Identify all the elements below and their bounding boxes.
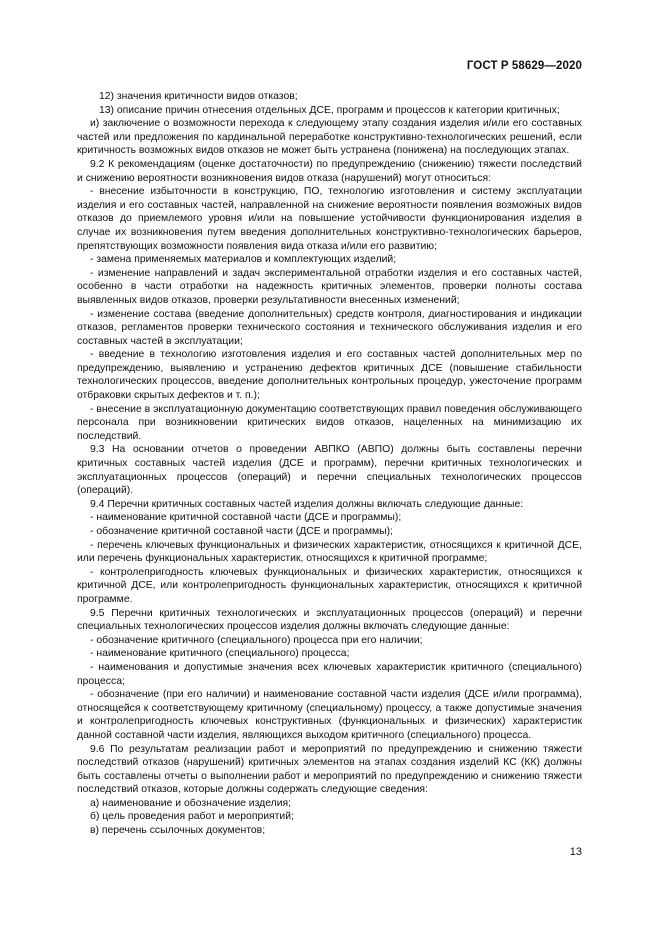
list-item: в) перечень ссылочных документов; [90, 825, 266, 837]
list-item: - обозначение критичного (специального) процесса при его наличии; [90, 634, 423, 646]
list-item: - изменение состава (введение дополнительных) средств контроля, диагностирования и индикации отказов, регламентов проверки технического состояния и технического обслуживания изделия и его составных частей в эксплуатации; [77, 308, 582, 347]
list-item: - контролепригодность ключевых функциональных и физических характеристик, относящихся к критичной ДСЕ, или контролепригодность функциональных характеристик, относящихся к критичной программе. [77, 566, 582, 605]
paragraph-9-6: 9.6 По результатам реализации работ и мероприятий по предупреждению и снижению тяжести последствий отказов (нарушений) критичных элементов на этапах создания изделий КС (КК) должны быть составлены отчеты о выполнении работ и мероприятий по предупреждению и снижению тяжести последствий отказов, которые должны содержать следующие сведения: [77, 743, 582, 796]
list-item: б) цель проведения работ и мероприятий; [90, 811, 294, 823]
paragraph-9-4: 9.4 Перечни критичных составных частей изделия должны включать следующие данные: [90, 498, 524, 510]
list-item: - перечень ключевых функциональных и физических характеристик, относящихся к критичной ДСЕ, или перечень функциональных характеристик, относящихся к критичной программе; [77, 539, 582, 565]
list-item: и) заключение о возможности перехода к следующему этапу создания изделия и/или его составных частей или предложения по кардинальной переработке конструктивно-технологических решений, если критичность возможных видов отказов не может быть устранена (понижена) на последующих этапах. [77, 118, 582, 157]
list-item: - замена применяемых материалов и комплектующих изделий; [90, 254, 397, 266]
document-code-header: ГОСТ Р 58629—2020 [466, 60, 582, 72]
list-item: 13) описание причин отнесения отдельных ДСЕ, программ и процессов к категории критичных; [99, 104, 560, 116]
list-item: - наименования и допустимые значения всех ключевых характеристик критичного (специального) процесса; [77, 661, 582, 687]
list-item: - изменение направлений и задач экспериментальной отработки изделия и его составных частей, особенно в части отработки на надежность критичных элементов, проверки полноты состава выявленных видов отказов, проверки результативности внесенных изменений; [77, 267, 582, 306]
page-number: 13 [569, 846, 582, 858]
list-item: - обозначение (при его наличии) и наименование составной части изделия (ДСЕ и/или программа), относящейся к соответствующему критичному (специальному) процессу, а также допустимые значения и контролепригодность ключевых конструктивных (функциональных и физических) характеристик данной составной части изделия, являющихся выходом критичного (специального) процесса. [77, 689, 582, 741]
body-text [77, 90, 582, 838]
list-item: 12) значения критичности видов отказов; [99, 91, 298, 102]
list-item: - внесение в эксплуатационную документацию соответствующих правил поведения обслуживающего персонала при возникновении критических видов отказов, нацеленных на минимизацию их последствий. [77, 403, 582, 442]
list-item: а) наименование и обозначение изделия; [90, 797, 292, 809]
list-item: - обозначение критичной составной части (ДСЕ и программы); [90, 526, 393, 537]
paragraph-9-2: 9.2 К рекомендациям (оценке достаточности) по предупреждению (снижению) тяжести последствий и снижению вероятности возникновения видов отказа (нарушений) могут относиться: [77, 158, 582, 184]
paragraph-9-3: 9.3 На основании отчетов о проведении АВПКО (АВПО) должны быть составлены перечни критичных составных частей изделия (ДСЕ и программ), перечни критичных технологических и эксплуатационных процессов (операций) и перечни специальных технологических процессов (операций). [77, 444, 582, 497]
paragraph-9-5: 9.5 Перечни критичных технологических и эксплуатационных процессов (операций) и перечни специальных технологических процессов изделия должны включать следующие данные: [77, 607, 582, 633]
list-item: - внесение избыточности в конструкцию, ПО, технологию изготовления и систему эксплуатации изделия и его составных частей, направленной на снижение вероятности появления возможных видов отказов до приемлемого уровня и/или на повышение устойчивости функционирования изделия в случае их возникновения путем введения дополнительных конструктивно-технологических барьеров, препятствующих возможности появления вида отказа и/или его развитию; [77, 186, 582, 252]
list-item: - наименование критичной составной части (ДСЕ и программы); [90, 512, 402, 524]
list-item: - введение в технологию изготовления изделия и его составных частей дополнительных мер по предупреждению, выявлению и устранению дефектов критичных ДСЕ (повышение стабильности технологических процессов, введение дополнительных контрольных процедур, ужесточение программ отбраковки скрытых дефектов и т. п.); [77, 349, 582, 402]
list-item: - наименование критичного (специального) процесса; [90, 648, 350, 660]
